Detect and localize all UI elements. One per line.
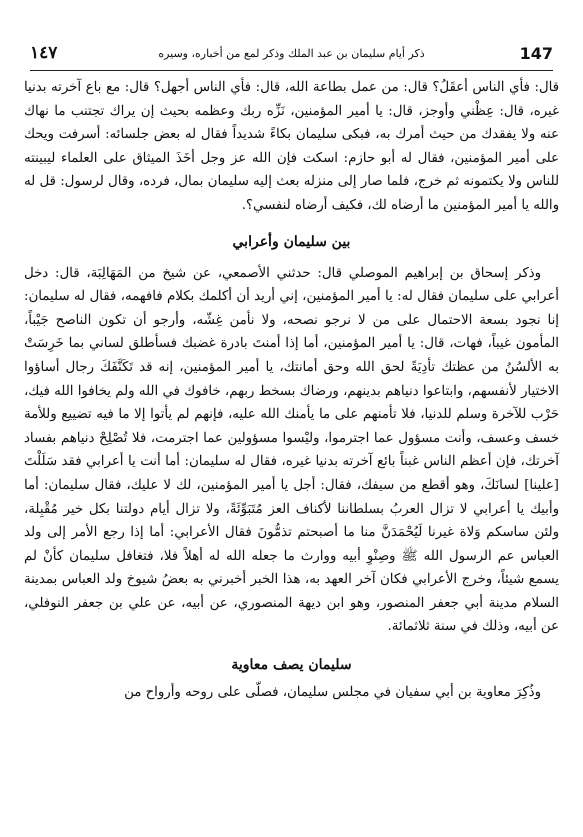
header-rule [30,70,553,71]
paragraph-2: وذكر إسحاق بن إبراهيم الموصلي قال: حدثني الأصمعي، عن شيخ من المَهَالِبَة، قال: دخل أعرابي على سليمان فقال له: يا أمير المؤمنين، إني أريد أن أكلمك بكلام فافهمه، فقال له سليمان: إنا نجود بسعة الاحتمال على من لا نرجو نصحه، ولا نأمن غِشّه، وأرجو أن تكون الناصح جَيْباً، المأمون غيباً، فهات، قال: يا أمير المؤمنين، أما إذا أمنتَ بادرة غضبك فسأطلق لساني بما خَرِسَتْ به الألسُنُ من عظتك تأدِيَةً لحق الله وحق أمانتك، يا أمير المؤمنين، إنه قد تَكَنَّفَكَ رجال أساؤوا الاختيار لأنفسهم، وابتاعوا دنياهم بدينهم، ورضاك بسخط ربهم، خافوك في الله ولم يخافوا الله فيك، حَرْب للآخرة وسلم للدنيا، فلا تأمنهم على ما يأمنك الله عليه، فإنهم لم يأتوا إلا ما فيه تضييع وللأمة خسف وعسف، وأنت مسؤول عما اجترموا، وليْسوا مسؤولين عما اجترمت، فلا تُصْلِحْ دنياهم بفساد آخرتك، فإن أعظم الناس غبناً بائع آخرته بدنيا غيره، فقال له سليمان: أما أنت يا أعرابي فقد سَلَلْتَ [علينا] لسانَكَ، وهو أقطع من سيفك، فقال: أجل يا أمير المؤمنين، لك لا عليك، فقال سليمان: أما وأبيك يا أعرابي لا تزال العربُ بسلطاننا لأكناف العز مُتَبَوِّئَةً، ولا تزال أيام دولتنا بكل خير مُقْبِلة، ولئن ساسكم وَلاة غيرنا لَيُحْمَدَنَّ منا ما أصبحتم تذمُّونَ فقال الأعرابي: أما إذا رجع الأمر إلى ولد العباس عم الرسول الله ﷺ وصِنْوِ أبيه ووارث ما جعله الله له أهلاً فلا، فتغافل سليمان كأنْ لم يسمع شيئاً، وخرج الأعرابي فكان آخر العهد به، هذا الخبر أخبرني به بعضُ شيوخ ولد العباس بمدينة السلام مدينة أبي جعفر المنصور، وهو ابن ديهة المنصوري، عن أبيه، عن علي بن جعفر النوفلي، عن أبيه، وذلك في سنة ثلاثمائة. [24,265,559,635]
section-heading-1: بين سليمان وأعرابي [232,233,351,250]
paragraph-1: قال: فأي الناس أعقَلُ؟ قال: من عمل بطاعة الله، قال: فأي الناس أجهل؟ قال: مع باع آخرته بدنيا غيره، قال: عِظْني وأوجز، قال: يا أمير المؤمنين، نَزِّه ربك وعظمه بحيث إن يراك تجتنب ما نهاك عنه ولا يفقدك من حيث أمرك به، فبكى سليمان بكاءً شديداً فقال له بعض جلسائه: أسرفت ويحك على أمير المؤمنين، فقال له أبو حازم: اسكت فإن الله عز وجل أخَذَ الميثاق على العلماء ليبينته للناس ولا يكتمونه ثم خرج، فلما صار إلى منزله بعث إليه سليمان بمال، فرده، وقال لرسول: قل له والله يا أمير المؤمنين ما أرضاه لك، فكيف أرضاه لنفسي؟. [24,80,559,213]
page-header [30,40,553,66]
page-body [24,76,559,705]
running-title: ذكر أيام سليمان بن عبد الملك وذكر لمع من أخباره، وسيره [158,46,425,60]
page-number: 147 [519,43,553,63]
page-number-arabic: ١٤٧ [30,43,58,63]
paragraph-3: وذُكِرَ معاوية بن أبي سفيان في مجلس سليمان، فصلّى على روحه وأرواح من [124,685,541,701]
section-heading-2: سليمان يصف معاوية [231,657,352,674]
